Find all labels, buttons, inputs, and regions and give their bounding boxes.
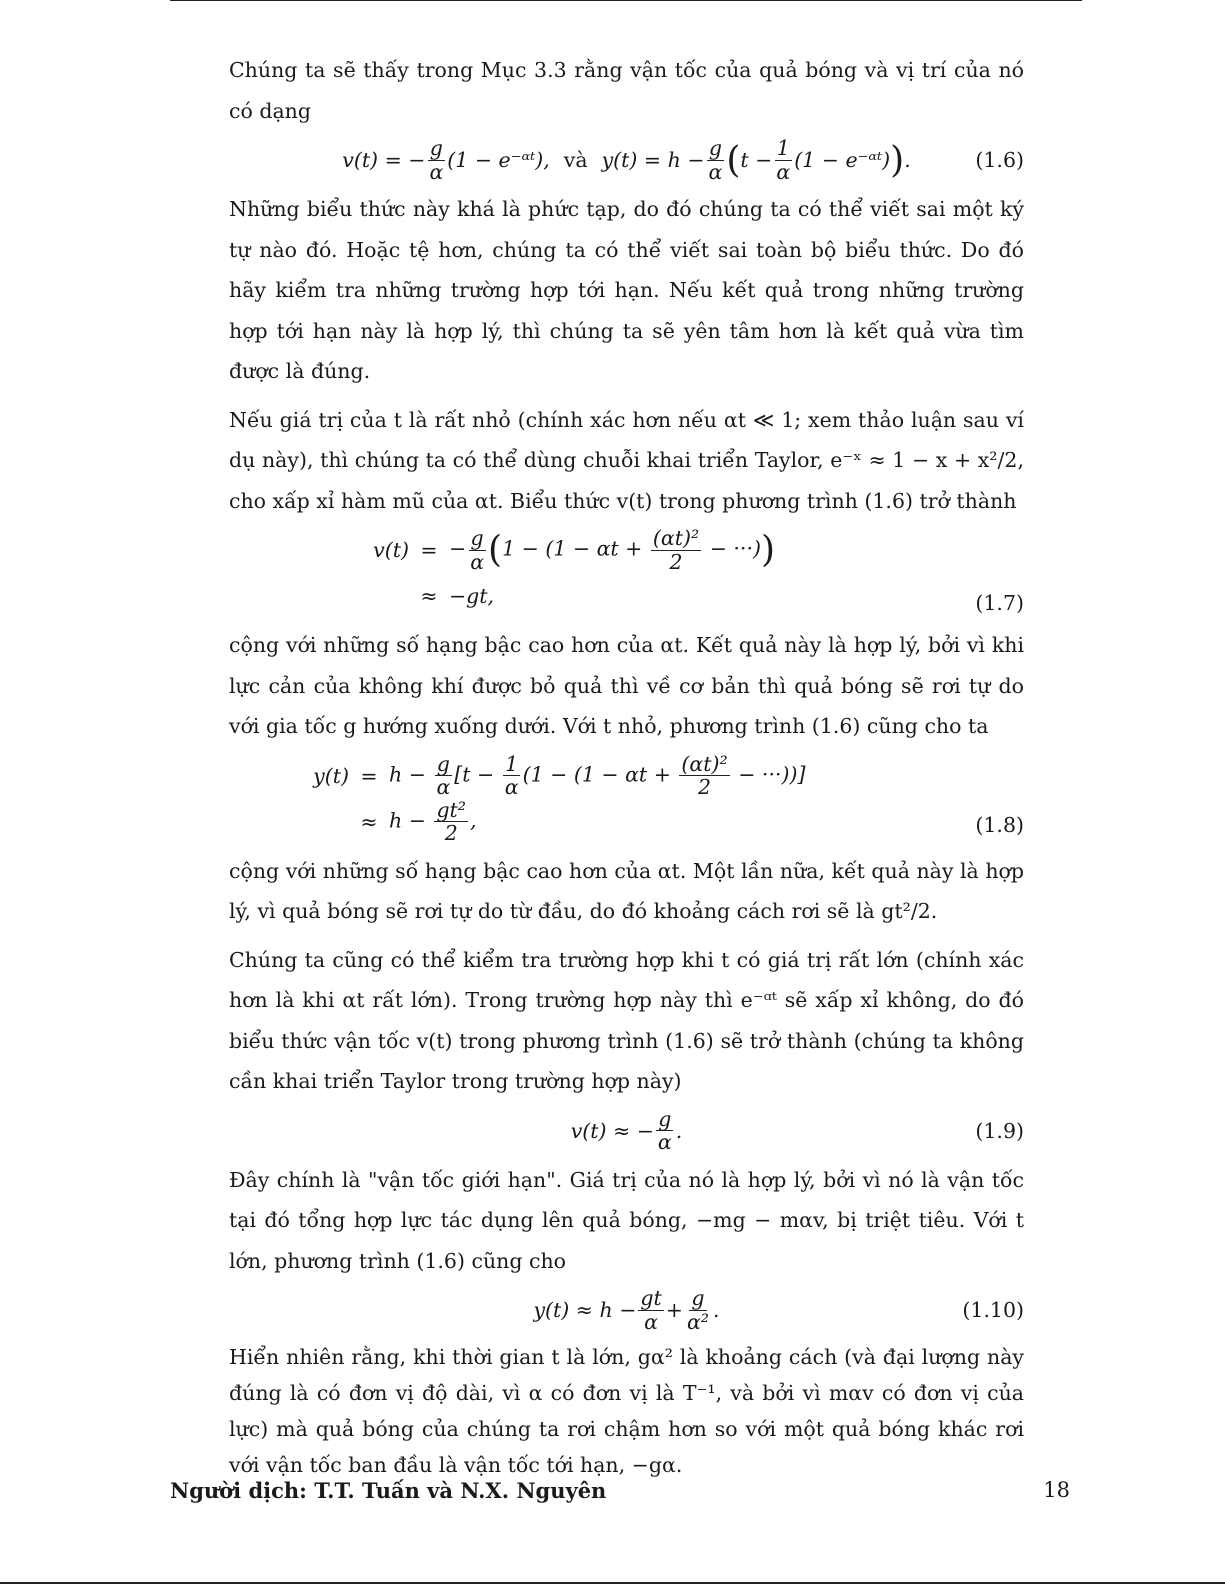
fraction — [434, 753, 452, 799]
equation-number: (1.6) — [975, 148, 1024, 172]
frac-den: α² — [686, 1309, 709, 1334]
equation-1-6 — [229, 131, 1024, 189]
paragraph-terminal-velocity: Đây chính là "vận tốc giới hạn". Giá trị của nó là hợp lý, bởi vì nó là vận tốc tại đó tổng hợp lực tác dụng lên quả bóng, −mg − mαv, bị triệt tiêu. Với t lớn, phương trình (1.6) cũng cho — [229, 1167, 1024, 1273]
eq-text: [t − — [454, 762, 495, 787]
frac-num: (αt)² — [681, 751, 728, 776]
fraction — [774, 137, 792, 183]
frac-num: gt — [640, 1286, 662, 1311]
equation-1-8 — [229, 753, 1024, 845]
eq-text: v(t) = − — [342, 148, 426, 172]
frac-num: g — [691, 1286, 705, 1311]
eq-text: h − — [389, 762, 426, 787]
equation-number: (1.7) — [975, 591, 1024, 616]
paragraph-small-t-result: cộng với những số hạng bậc cao hơn của αt. Một lần nữa, kết quả này là hợp lý, vì quả bóng sẽ rơi tự do từ đầu, do đó khoảng cách rơi sẽ là gt²/2. — [229, 858, 1024, 924]
fraction — [651, 527, 701, 573]
frac-den: 2 — [669, 549, 683, 574]
eq-text: − ···) — [709, 536, 761, 561]
paren-open: ( — [726, 139, 741, 181]
frac-num: gt² — [436, 797, 467, 822]
eq-text: −gt, — [449, 584, 495, 609]
frac-num: (αt)² — [652, 526, 700, 550]
frac-den: α — [644, 1309, 658, 1334]
fraction — [468, 527, 486, 573]
page-body — [229, 50, 1024, 1483]
eq-conjunction: và — [563, 148, 588, 172]
equation-1-9 — [229, 1102, 1024, 1160]
eq-text: , — [470, 808, 477, 833]
fraction — [679, 753, 729, 799]
eq-text: y(t) ≈ h − — [533, 1298, 637, 1323]
paragraph-conclusion: Hiển nhiên rằng, khi thời gian t là lớn, gα² là khoảng cách (và đại lượng này đúng là có đơn vị độ dài, vì α có đơn vị là T⁻¹, và bởi vì mαv có đơn vị của lực) mà quả bóng của chúng ta rơi chậm hơn so với một quả bóng khác rơi với vận tốc ban đầu là vận tốc tới hạn, −gα. — [229, 1345, 1024, 1478]
paragraph-small-t: Nếu giá trị của t là rất nhỏ (chính xác hơn nếu αt ≪ 1; xem thảo luận sau ví dụ này), thì chúng ta có thể dùng chuỗi khai triển Taylor, e⁻ˣ ≈ 1 − x + x²/2, cho xấp xỉ hàm mũ của αt. Biểu thức v(t) trong phương trình (1.6) trở thành — [229, 407, 1024, 513]
paren-close: ) — [890, 139, 905, 181]
frac-den: 2 — [698, 775, 712, 800]
eq-relation: = — [420, 538, 438, 563]
eq-text: + — [665, 1298, 683, 1323]
paragraph-intro: Chúng ta sẽ thấy trong Mục 3.3 rằng vận tốc của quả bóng và vị trí của nó có dạng — [229, 58, 1024, 123]
eq-text: . — [713, 1298, 720, 1323]
top-rule — [170, 0, 1082, 1]
fraction — [434, 799, 468, 845]
equation-1-7 — [229, 527, 1024, 619]
eq-lhs: v(t) — [373, 538, 409, 563]
eq-text: 1 − (1 − αt + — [502, 536, 643, 561]
page-footer — [170, 1478, 1070, 1503]
frac-num: g — [429, 135, 443, 160]
frac-num: g — [470, 526, 484, 550]
eq-text: . — [675, 1118, 683, 1143]
paren-close: ) — [760, 529, 776, 571]
eq-relation: ≈ — [420, 584, 438, 609]
frac-den: α — [504, 775, 519, 800]
paren-open: ( — [488, 529, 503, 571]
eq-text: (1 − e⁻ᵅᵗ), — [447, 148, 550, 172]
eq-text: − — [449, 536, 467, 561]
eq-text: (1 − e⁻ᵅᵗ) — [794, 148, 891, 172]
equation-number: (1.8) — [975, 812, 1024, 837]
eq-text: h − — [389, 808, 426, 833]
fraction — [707, 137, 725, 183]
eq-text: y(t) = h − — [601, 148, 705, 172]
eq-text: (1 − (1 − αt + — [522, 762, 671, 787]
frac-num: g — [436, 751, 450, 776]
frac-den: α — [708, 159, 723, 184]
fraction — [503, 753, 521, 799]
fraction — [685, 1287, 711, 1333]
page-number: 18 — [1043, 1478, 1070, 1502]
equation-number: (1.9) — [975, 1118, 1024, 1143]
frac-den: α — [657, 1130, 672, 1155]
fraction — [427, 137, 445, 183]
fraction — [638, 1287, 663, 1333]
bottom-rule — [0, 1582, 1225, 1584]
frac-den: 2 — [444, 821, 458, 846]
frac-den: α — [429, 159, 444, 184]
eq-text: − ···))] — [738, 762, 806, 787]
frac-num: 1 — [776, 135, 790, 160]
translator-credit: Người dịch: T.T. Tuấn và N.X. Nguyên — [170, 1478, 607, 1503]
eq-text: . — [904, 148, 911, 172]
frac-num: g — [708, 135, 722, 160]
paragraph-large-t: Chúng ta cũng có thể kiểm tra trường hợp khi t có giá trị rất lớn (chính xác hơn là khi αt rất lớn). Trong trường hợp này thì e⁻ᵅᵗ sẽ xấp xỉ không, do đó biểu thức vận tốc v(t) trong phương trình (1.6) sẽ trở thành (chúng ta không cần khai triển Taylor trong trường hợp này) — [229, 947, 1024, 1094]
frac-den: α — [776, 159, 791, 184]
frac-num: g — [658, 1106, 672, 1131]
eq-lhs: y(t) — [313, 763, 349, 788]
paragraph-free-fall: cộng với những số hạng bậc cao hơn của αt. Kết quả này là hợp lý, bởi vì khi lực cản của không khí được bỏ quả thì về cơ bản thì quả bóng sẽ rơi tự do với gia tốc g hướng xuống dưới. Với t nhỏ, phương trình (1.6) cũng cho ta — [229, 633, 1024, 739]
fraction — [656, 1108, 674, 1154]
frac-den: α — [436, 775, 451, 800]
frac-num: 1 — [505, 751, 519, 776]
equation-number: (1.10) — [962, 1298, 1024, 1323]
frac-den: α — [470, 549, 485, 574]
eq-relation: = — [360, 763, 378, 788]
eq-text: v(t) ≈ − — [570, 1118, 654, 1143]
paragraph-check: Những biểu thức này khá là phức tạp, do đó chúng ta có thể viết sai một ký tự nào đó. Hoặc tệ hơn, chúng ta có thể viết sai toàn bộ biểu thức. Do đó hãy kiểm tra những trường hợp tới hạn. Nếu kết quả trong những trường hợp tới hạn này là hợp lý, thì chúng ta sẽ yên tâm hơn là kết quả vừa tìm được là đúng. — [229, 197, 1024, 383]
eq-relation: ≈ — [360, 809, 378, 834]
equation-1-10 — [229, 1281, 1024, 1339]
eq-text: t − — [740, 148, 773, 172]
